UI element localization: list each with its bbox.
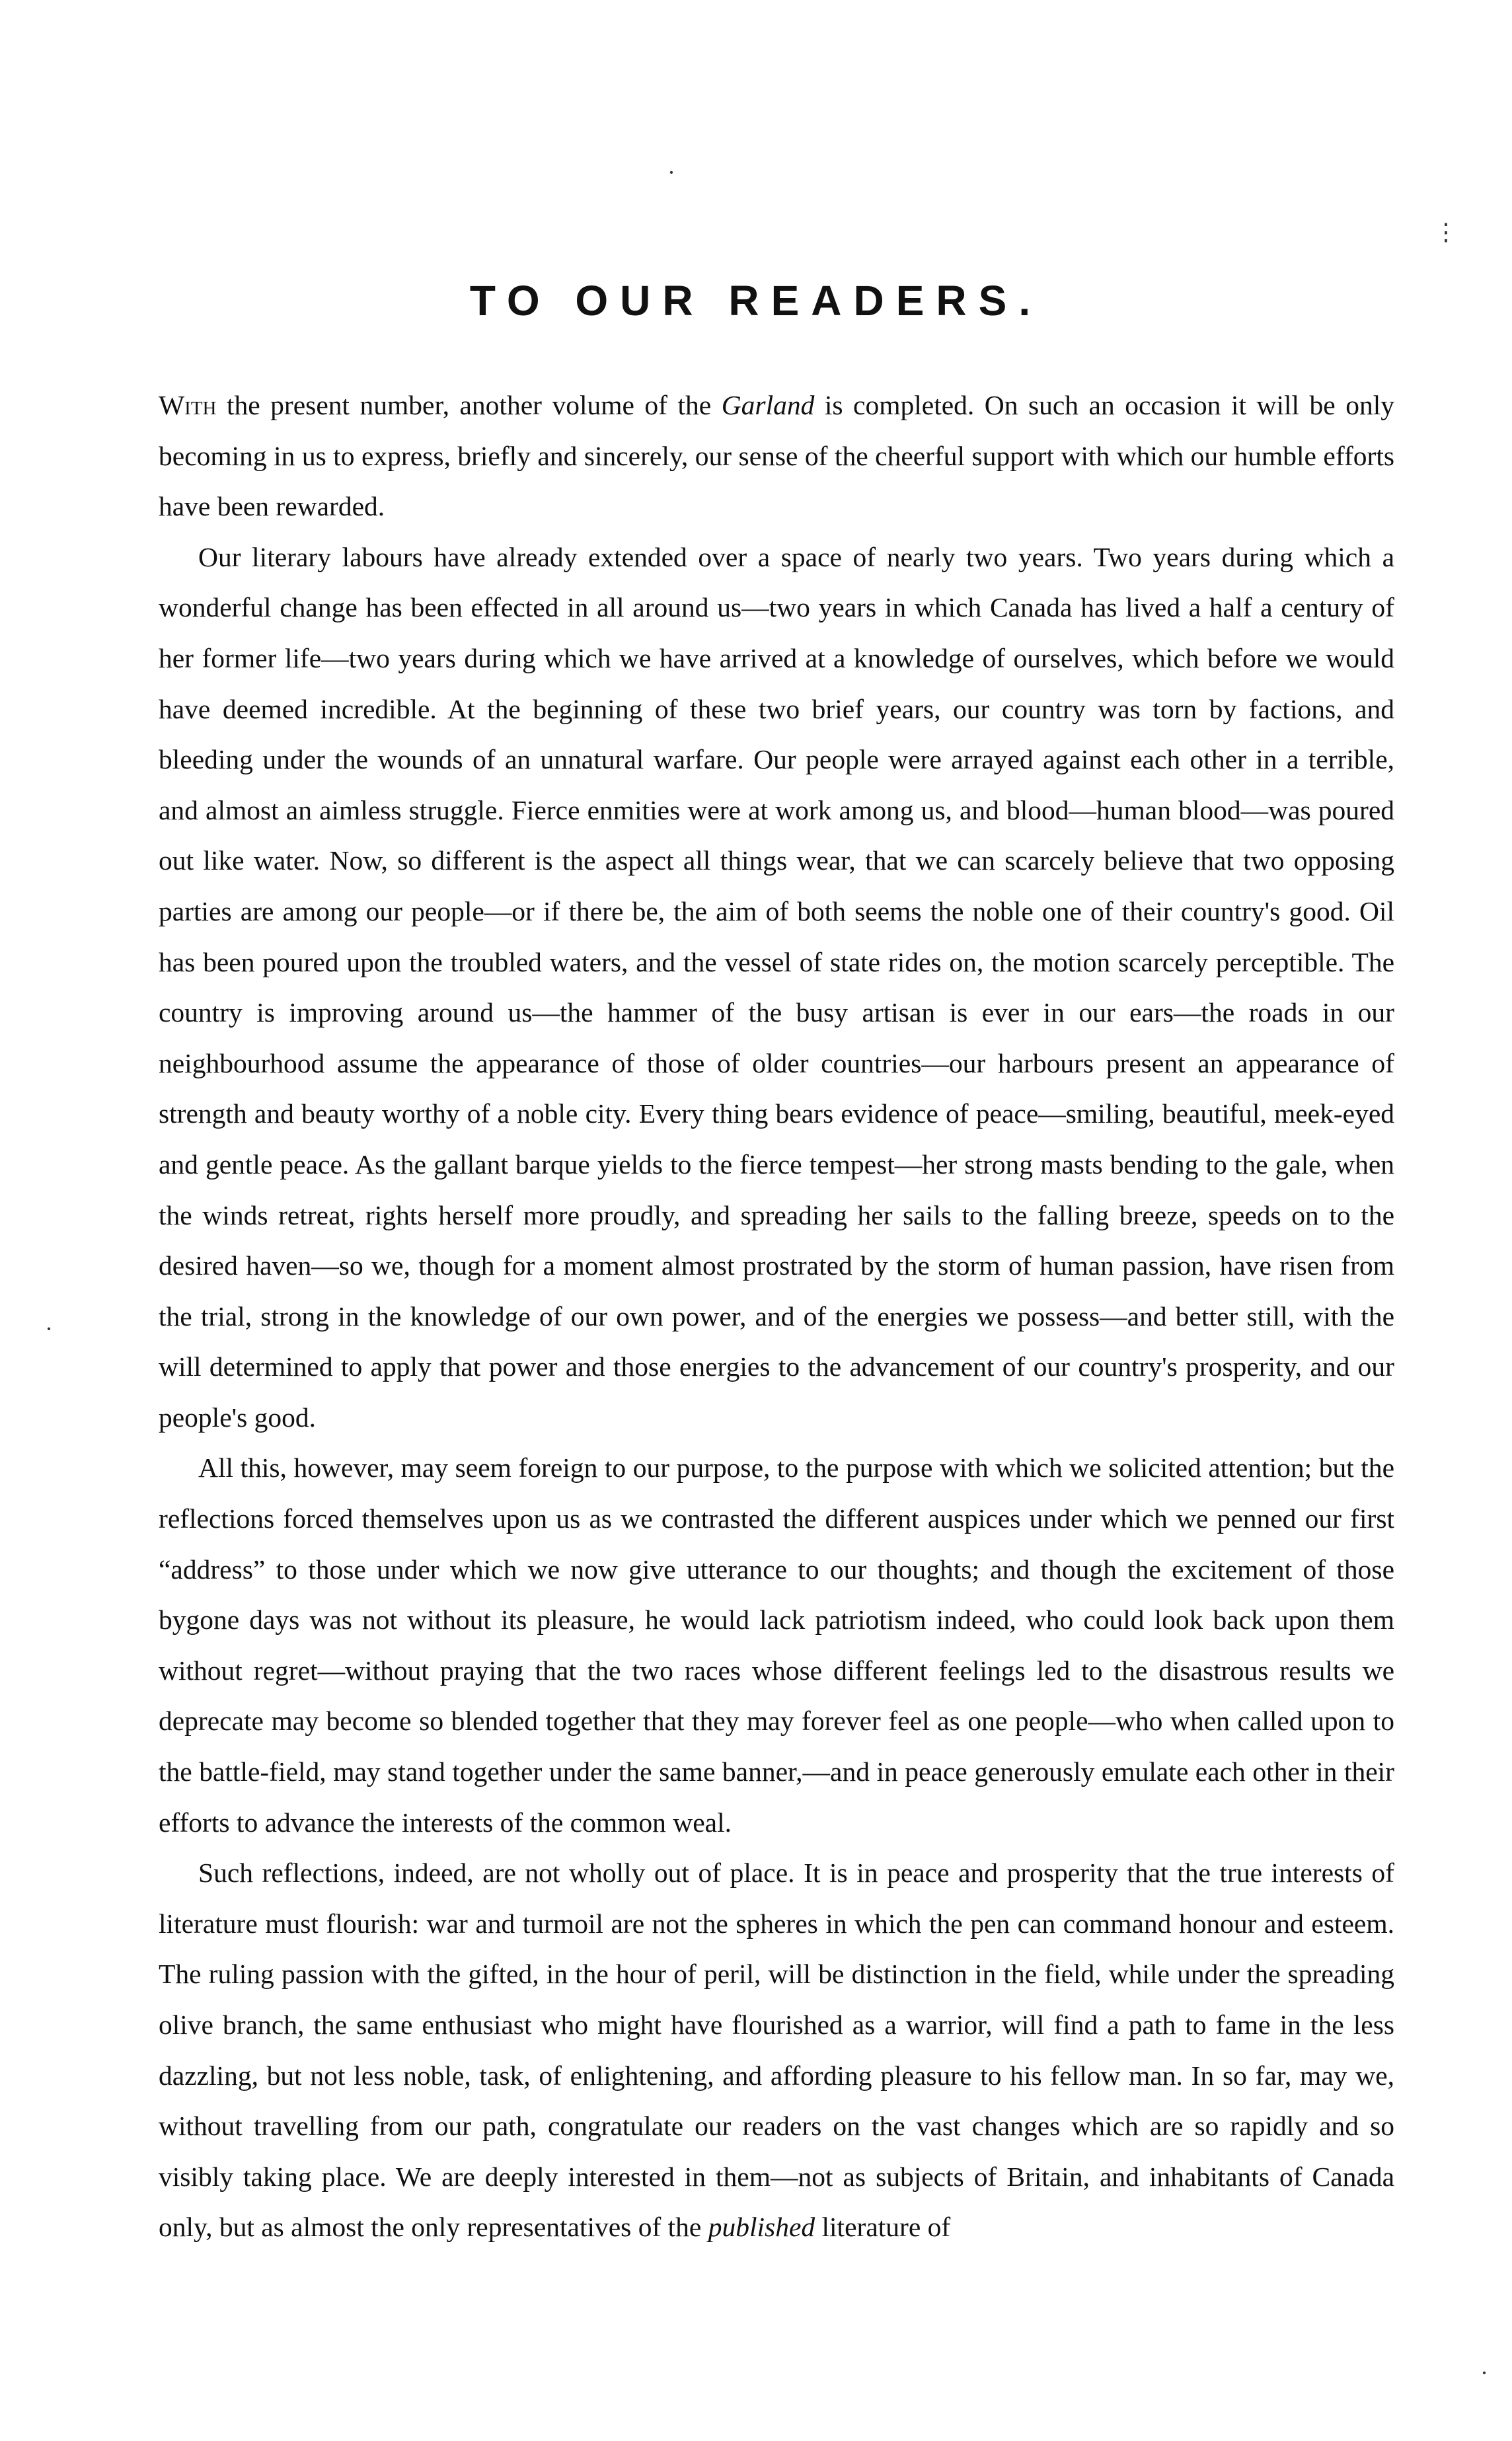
paragraph-1 xyxy=(159,380,1394,532)
paragraph-1-text-after: is completed. On such an occasion it will be only becoming in us to express, briefly and sincerely, our sense of the cheerful support with which our humble efforts have been rewarded. xyxy=(159,390,1394,522)
stray-mark-right: ⋮ xyxy=(1434,219,1458,245)
stray-mark-top: · xyxy=(667,159,675,186)
paragraph-2: Our literary labours have already extended over a space of nearly two years. Two years during which a wonderful change has been effected in all around us—two years in which Canada has lived a half a century of her former life—two years during which we have arrived at a knowledge of ourselves, which before we would have deemed incredible. At the beginning of these two brief years, our country was torn by factions, and bleeding under the wounds of an unnatural warfare. Our people were arrayed against each other in a terrible, and almost an aimless struggle. Fierce enmities were at work among us, and blood—human blood—was poured out like water. Now, so different is the aspect all things wear, that we can scarcely believe that two opposing parties are among our people—or if there be, the aim of both seems the noble one of their country's good. Oil has been poured upon the troubled waters, and the vessel of state rides on, the motion scarcely perceptible. The country is improving around us—the hammer of the busy artisan is ever in our ears—the roads in our neighbourhood assume the appearance of those of older countries—our harbours present an appearance of strength and beauty worthy of a noble city. Every thing bears evidence of peace—smiling, beautiful, meek-eyed and gentle peace. As the gallant barque yields to the fierce tempest—her strong masts bending to the gale, when the winds retreat, rights herself more proudly, and spreading her sails to the falling breeze, speeds on to the desired haven—so we, though for a moment almost prostrated by the storm of human passion, have risen from the trial, strong in the knowledge of our own power, and of the energies we possess—and better still, with the will determined to apply that power and those energies to the advancement of our country's prosperity, and our people's good. xyxy=(159,541,1394,1433)
paragraph-1-lead: With xyxy=(159,390,217,420)
paragraph-1-text-before: the present number, another volume of the xyxy=(216,390,722,420)
article-body xyxy=(159,380,1394,2253)
paragraph-3: All this, however, may seem foreign to our purpose, to the purpose with which we solicited attention; but the reflections forced themselves upon us as we contrasted the different auspices under which we penned our first “address” to those under which we now give utterance to our thoughts; and though the excitement of those bygone days was not without its pleasure, he would lack patriotism indeed, who could look back upon them without regret—without praying that the two races whose different feelings led to the disastrous results we deprecate may become so blended together that they may forever feel as one people—who when called upon to the battle-field, may stand together under the same banner,—and in peace generously emulate each other in their efforts to advance the interests of the common weal. xyxy=(159,1452,1394,1838)
paragraph-4-italic: published xyxy=(708,2212,815,2243)
paragraph-4-text-after: literature of xyxy=(815,2212,951,2243)
paragraph-4 xyxy=(159,1848,1394,2253)
paragraph-4-text-before: Such reflections, indeed, are not wholly out of place. It is in peace and prosperity that the true interests of literature must flourish: war and turmoil are not the spheres in which the pen can command honour and esteem. The ruling passion with the gifted, in the hour of peril, will be distinction in the field, while under the spreading olive branch, the same enthusiast who might have flourished as a warrior, will find a path to fame in the less dazzling, but not less noble, task, of enlightening, and affording pleasure to his fellow man. In so far, may we, without travelling from our path, congratulate our readers on the vast changes which are so rapidly and so visibly taking place. We are deeply interested in them—not as subjects of Britain, and inhabitants of Canada only, but as almost the only representatives of the xyxy=(159,1858,1394,2243)
stray-mark-bottom-right: · xyxy=(1480,2360,1488,2386)
page-title: TO OUR READERS. xyxy=(469,277,1043,324)
paragraph-1-italic: Garland xyxy=(721,390,815,420)
stray-mark-left: · xyxy=(45,1316,53,1342)
